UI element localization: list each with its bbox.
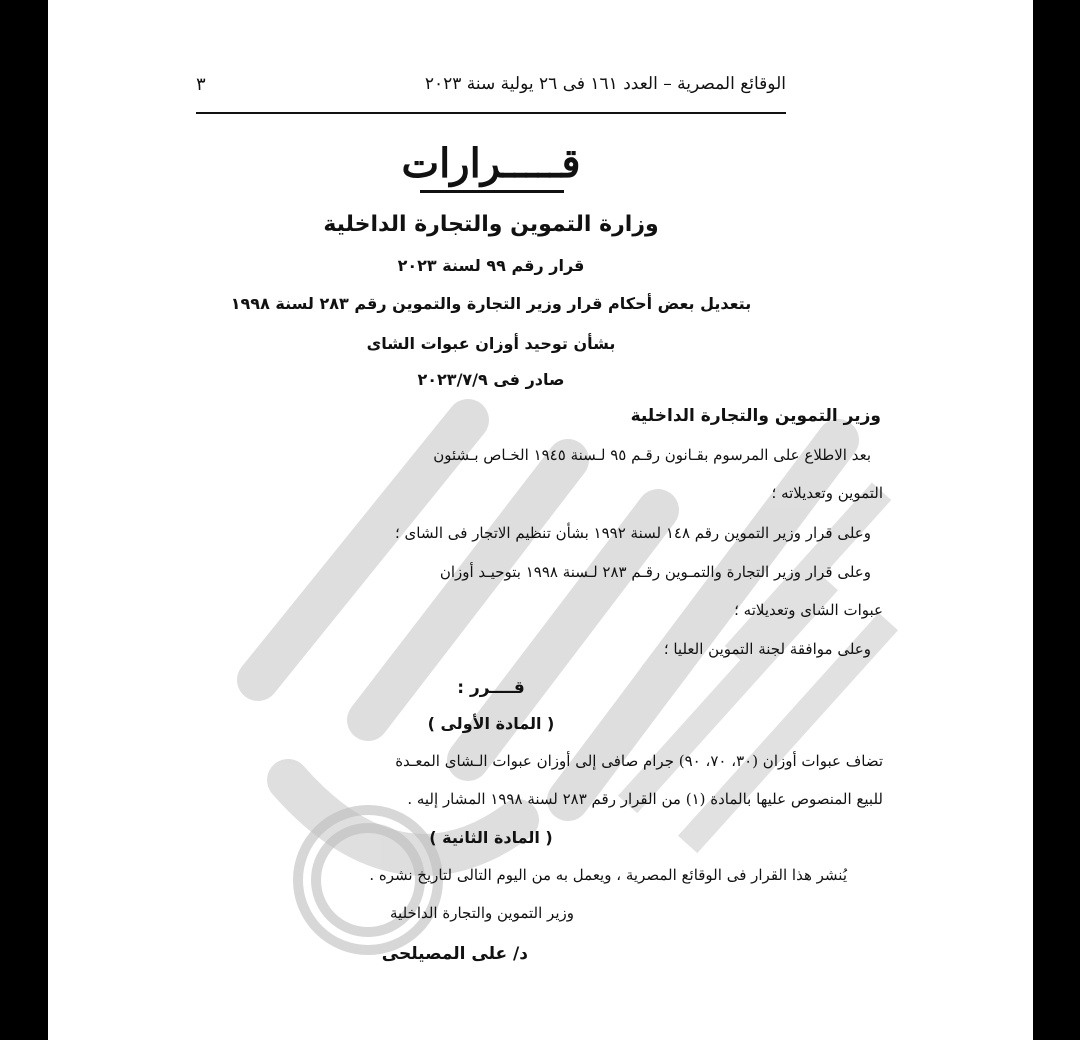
subject-line: بشأن توحيد أوزان عبوات الشاى bbox=[366, 334, 616, 353]
section-title-underline bbox=[420, 190, 564, 193]
signature-name: د/ على المصيلحى bbox=[381, 944, 528, 964]
article-1-line-1: تضاف عبوات أوزان (٣٠، ٧٠، ٩٠) جرام صافى إلى أوزان عبوات الـشاى المعـدة bbox=[395, 752, 883, 770]
article-2-heading: ( المادة الثانية ) bbox=[429, 828, 553, 847]
article-1-heading: ( المادة الأولى ) bbox=[427, 714, 555, 733]
amendment-line: بتعديل بعض أحكام قرار وزير التجارة والتموين رقم ٢٨٣ لسنة ١٩٩٨ bbox=[230, 294, 752, 313]
preamble-para-1-line-1: بعد الاطلاع على المرسوم بقـانون رقـم ٩٥ لـسنة ١٩٤٥ الخـاص بـشئون bbox=[433, 446, 871, 464]
issue-date: صادر فى ٢٠٢٣/٧/٩ bbox=[417, 370, 565, 389]
decided-heading: قــــرر : bbox=[457, 678, 525, 698]
preamble-para-4: وعلى موافقة لجنة التموين العليا ؛ bbox=[663, 640, 871, 658]
minister-heading: وزير التموين والتجارة الداخلية bbox=[630, 406, 881, 426]
signature-title: وزير التموين والتجارة الداخلية bbox=[390, 904, 574, 922]
article-2-line-1: يُنشر هذا القرار فى الوقائع المصرية ، ويعمل به من اليوم التالى لتاريخ نشره . bbox=[369, 866, 847, 884]
header-rule bbox=[196, 112, 786, 114]
document-page bbox=[48, 0, 1033, 1040]
preamble-para-3-line-2: عبوات الشاى وتعديلاته ؛ bbox=[734, 601, 883, 619]
decree-number: قرار رقم ٩٩ لسنة ٢٠٢٣ bbox=[397, 256, 585, 275]
preamble-para-2: وعلى قرار وزير التموين رقم ١٤٨ لسنة ١٩٩٢ بشأن تنظيم الاتجار فى الشاى ؛ bbox=[395, 524, 871, 542]
gazette-header bbox=[196, 62, 786, 114]
preamble-para-3-line-1: وعلى قرار وزير التجارة والتمـوين رقـم ٢٨٣ لـسنة ١٩٩٨ بتوحيـد أوزان bbox=[439, 563, 871, 581]
ministry-name: وزارة التموين والتجارة الداخلية bbox=[323, 212, 659, 237]
page-number: ٣ bbox=[196, 74, 206, 95]
article-1-line-2: للبيع المنصوص عليها بالمادة (١) من القرار رقم ٢٨٣ لسنة ١٩٩٨ المشار إليه . bbox=[407, 790, 883, 808]
gazette-title: الوقائع المصرية – العدد ١٦١ فى ٢٦ يولية سنة ٢٠٢٣ bbox=[424, 74, 786, 94]
section-title: قـــــرارات bbox=[401, 140, 581, 187]
preamble-para-1-line-2: التموين وتعديلاته ؛ bbox=[771, 484, 883, 502]
